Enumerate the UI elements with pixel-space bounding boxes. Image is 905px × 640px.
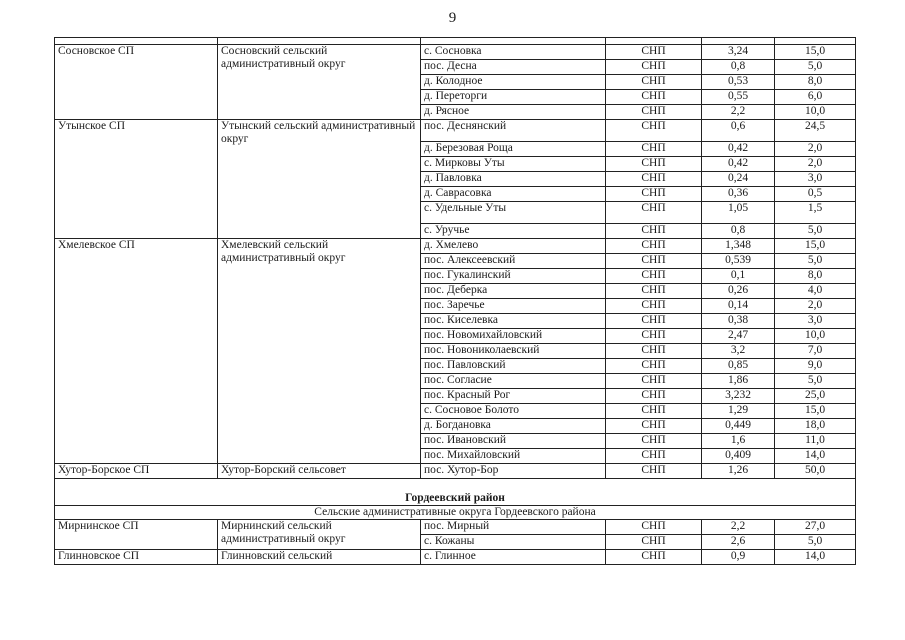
area-cell: 0,55: [702, 90, 775, 105]
area-cell: 3,24: [702, 45, 775, 60]
area-cell: 0,1: [702, 269, 775, 284]
header-cell: [55, 38, 218, 45]
type-cell: СНП: [606, 157, 702, 172]
header-cell: [421, 38, 606, 45]
type-cell: СНП: [606, 329, 702, 344]
distance-cell: 8,0: [775, 269, 856, 284]
distance-cell: 6,0: [775, 90, 856, 105]
settlement-name-cell: Хмелевское СП: [55, 239, 218, 464]
place-cell: пос. Новомихайловский: [421, 329, 606, 344]
settlements-table: [54, 37, 856, 565]
type-cell: СНП: [606, 359, 702, 374]
area-cell: 0,85: [702, 359, 775, 374]
place-cell: пос. Ивановский: [421, 434, 606, 449]
distance-cell: 15,0: [775, 45, 856, 60]
distance-cell: 50,0: [775, 464, 856, 479]
distance-cell: 5,0: [775, 224, 856, 239]
area-cell: 0,24: [702, 172, 775, 187]
area-cell: 2,47: [702, 329, 775, 344]
place-cell: с. Мирковы Уты: [421, 157, 606, 172]
type-cell: СНП: [606, 105, 702, 120]
place-cell: пос. Десна: [421, 60, 606, 75]
type-cell: СНП: [606, 419, 702, 434]
place-cell: пос. Павловский: [421, 359, 606, 374]
area-cell: 0,14: [702, 299, 775, 314]
distance-cell: 5,0: [775, 535, 856, 550]
header-cell: [702, 38, 775, 45]
page-number: 9: [448, 10, 457, 26]
table-row: [55, 120, 856, 142]
type-cell: СНП: [606, 60, 702, 75]
type-cell: СНП: [606, 142, 702, 157]
area-cell: 0,53: [702, 75, 775, 90]
type-cell: СНП: [606, 389, 702, 404]
place-cell: д. Переторги: [421, 90, 606, 105]
section-title-row: [55, 492, 856, 506]
settlement-name-cell: Мирнинское СП: [55, 520, 218, 550]
distance-cell: 10,0: [775, 105, 856, 120]
type-cell: СНП: [606, 434, 702, 449]
table-row: [55, 239, 856, 254]
area-cell: 0,9: [702, 550, 775, 565]
place-cell: с. Удельные Уты: [421, 202, 606, 224]
area-cell: 1,86: [702, 374, 775, 389]
distance-cell: 27,0: [775, 520, 856, 535]
type-cell: СНП: [606, 344, 702, 359]
area-cell: 2,6: [702, 535, 775, 550]
distance-cell: 3,0: [775, 172, 856, 187]
distance-cell: 5,0: [775, 60, 856, 75]
place-cell: пос. Гукалинский: [421, 269, 606, 284]
area-cell: 0,36: [702, 187, 775, 202]
type-cell: СНП: [606, 172, 702, 187]
type-cell: СНП: [606, 314, 702, 329]
type-cell: СНП: [606, 374, 702, 389]
okrug-name-cell: Хутор-Борский сельсовет: [218, 464, 421, 479]
area-cell: 3,2: [702, 344, 775, 359]
spacer-cell: [55, 479, 856, 493]
type-cell: СНП: [606, 239, 702, 254]
area-cell: 1,29: [702, 404, 775, 419]
place-cell: пос. Новониколаевский: [421, 344, 606, 359]
distance-cell: 25,0: [775, 389, 856, 404]
type-cell: СНП: [606, 90, 702, 105]
table-row: [55, 550, 856, 565]
area-cell: 0,38: [702, 314, 775, 329]
area-cell: 0,409: [702, 449, 775, 464]
type-cell: СНП: [606, 535, 702, 550]
type-cell: СНП: [606, 224, 702, 239]
distance-cell: 0,5: [775, 187, 856, 202]
area-cell: 0,6: [702, 120, 775, 142]
place-cell: пос. Хутор-Бор: [421, 464, 606, 479]
type-cell: СНП: [606, 464, 702, 479]
place-cell: с. Кожаны: [421, 535, 606, 550]
table-row: [55, 520, 856, 535]
place-cell: пос. Деберка: [421, 284, 606, 299]
area-cell: 1,6: [702, 434, 775, 449]
settlement-name-cell: Сосновское СП: [55, 45, 218, 120]
distance-cell: 10,0: [775, 329, 856, 344]
area-cell: 0,8: [702, 224, 775, 239]
area-cell: 1,348: [702, 239, 775, 254]
distance-cell: 15,0: [775, 404, 856, 419]
place-cell: пос. Мирный: [421, 520, 606, 535]
area-cell: 0,42: [702, 142, 775, 157]
place-cell: пос. Алексеевский: [421, 254, 606, 269]
distance-cell: 2,0: [775, 142, 856, 157]
place-cell: с. Глинное: [421, 550, 606, 565]
okrug-name-cell: Утынский сельский административный округ: [218, 120, 421, 239]
header-cell: [218, 38, 421, 45]
header-cell: [606, 38, 702, 45]
place-cell: д. Березовая Роща: [421, 142, 606, 157]
place-cell: пос. Согласие: [421, 374, 606, 389]
distance-cell: 18,0: [775, 419, 856, 434]
distance-cell: 1,5: [775, 202, 856, 224]
distance-cell: 5,0: [775, 374, 856, 389]
settlement-name-cell: Хутор-Борское СП: [55, 464, 218, 479]
area-cell: 0,539: [702, 254, 775, 269]
type-cell: СНП: [606, 284, 702, 299]
table-row: [55, 464, 856, 479]
type-cell: СНП: [606, 269, 702, 284]
distance-cell: 3,0: [775, 314, 856, 329]
distance-cell: 2,0: [775, 299, 856, 314]
place-cell: д. Колодное: [421, 75, 606, 90]
area-cell: 0,42: [702, 157, 775, 172]
place-cell: д. Павловка: [421, 172, 606, 187]
place-cell: пос. Заречье: [421, 299, 606, 314]
area-cell: 0,449: [702, 419, 775, 434]
okrug-name-cell: Хмелевский сельский административный округ: [218, 239, 421, 464]
okrug-name-cell: Мирнинский сельский административный округ: [218, 520, 421, 550]
type-cell: СНП: [606, 75, 702, 90]
distance-cell: 15,0: [775, 239, 856, 254]
place-cell: д. Саврасовка: [421, 187, 606, 202]
place-cell: пос. Киселевка: [421, 314, 606, 329]
place-cell: д. Рясное: [421, 105, 606, 120]
spacer-row: [55, 479, 856, 493]
place-cell: с. Сосновка: [421, 45, 606, 60]
place-cell: пос. Деснянский: [421, 120, 606, 142]
area-cell: 3,232: [702, 389, 775, 404]
table-header-row: [55, 38, 856, 45]
distance-cell: 7,0: [775, 344, 856, 359]
distance-cell: 8,0: [775, 75, 856, 90]
okrug-name-cell: Сосновский сельский административный округ: [218, 45, 421, 120]
distance-cell: 11,0: [775, 434, 856, 449]
table-row: [55, 45, 856, 60]
type-cell: СНП: [606, 45, 702, 60]
place-cell: д. Хмелево: [421, 239, 606, 254]
type-cell: СНП: [606, 187, 702, 202]
place-cell: пос. Михайловский: [421, 449, 606, 464]
distance-cell: 2,0: [775, 157, 856, 172]
distance-cell: 5,0: [775, 254, 856, 269]
type-cell: СНП: [606, 254, 702, 269]
area-cell: 0,8: [702, 60, 775, 75]
type-cell: СНП: [606, 449, 702, 464]
section-title: Гордеевский район: [55, 492, 856, 506]
distance-cell: 14,0: [775, 550, 856, 565]
header-cell: [775, 38, 856, 45]
settlement-name-cell: Утынское СП: [55, 120, 218, 239]
type-cell: СНП: [606, 404, 702, 419]
area-cell: 1,05: [702, 202, 775, 224]
distance-cell: 24,5: [775, 120, 856, 142]
place-cell: д. Богдановка: [421, 419, 606, 434]
type-cell: СНП: [606, 202, 702, 224]
place-cell: с. Сосновое Болото: [421, 404, 606, 419]
okrug-name-cell: Глинновский сельский: [218, 550, 421, 565]
area-cell: 2,2: [702, 105, 775, 120]
distance-cell: 4,0: [775, 284, 856, 299]
place-cell: с. Уручье: [421, 224, 606, 239]
section-subtitle-row: [55, 506, 856, 520]
area-cell: 2,2: [702, 520, 775, 535]
area-cell: 0,26: [702, 284, 775, 299]
place-cell: пос. Красный Рог: [421, 389, 606, 404]
distance-cell: 14,0: [775, 449, 856, 464]
section-subtitle: Сельские административные округа Гордеевского района: [55, 506, 856, 520]
type-cell: СНП: [606, 120, 702, 142]
type-cell: СНП: [606, 550, 702, 565]
settlement-name-cell: Глинновское СП: [55, 550, 218, 565]
type-cell: СНП: [606, 520, 702, 535]
type-cell: СНП: [606, 299, 702, 314]
area-cell: 1,26: [702, 464, 775, 479]
distance-cell: 9,0: [775, 359, 856, 374]
